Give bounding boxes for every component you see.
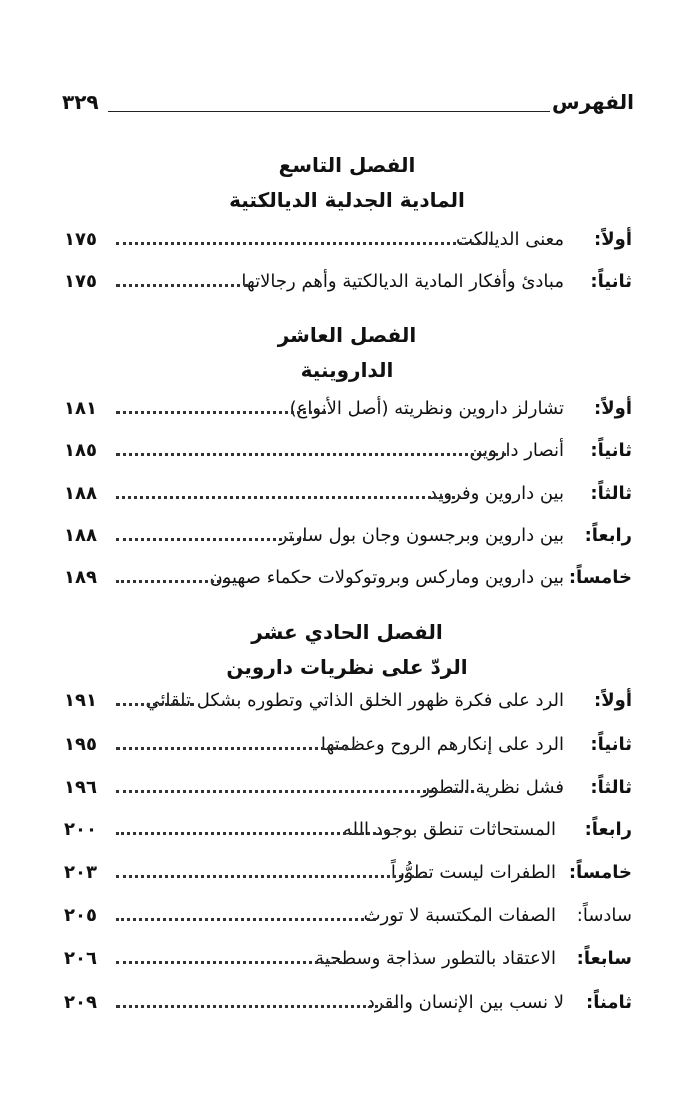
index-entry — [64, 862, 632, 896]
entry-label: ثانياً: — [590, 734, 632, 755]
dot-leader — [116, 747, 356, 750]
index-entry — [64, 948, 632, 982]
index-entry — [64, 567, 632, 601]
page-header — [62, 90, 634, 124]
entry-label: ثانياً: — [590, 271, 632, 292]
header-title: الفهرس — [551, 90, 634, 114]
chapter-subtitle: المادية الجدلية الديالكتية — [229, 188, 465, 212]
dot-leader — [116, 875, 426, 878]
entry-page: ١٩٦ — [64, 777, 97, 798]
entry-page: ١٨٩ — [64, 567, 97, 588]
entry-text: أنصار داروين — [469, 440, 564, 461]
entry-page: ١٨١ — [64, 398, 97, 419]
entry-label: أولاً: — [594, 690, 632, 711]
index-entry — [64, 777, 632, 811]
index-entry — [64, 992, 632, 1026]
entry-text: بين داروين وفرويد — [428, 483, 564, 504]
entry-page: ١٨٥ — [64, 440, 97, 461]
dot-leader — [116, 242, 492, 245]
entry-page: ٢٠٣ — [64, 862, 97, 883]
dot-leader — [116, 284, 248, 287]
entry-label: أولاً: — [594, 398, 632, 419]
dot-leader — [116, 1005, 398, 1008]
dot-leader — [116, 918, 376, 921]
entry-page: ٢٠٩ — [64, 992, 97, 1013]
entry-label: رابعاً: — [584, 525, 632, 546]
header-page-number: ٣٢٩ — [62, 90, 99, 114]
index-entry — [64, 271, 632, 305]
entry-page: ٢٠٥ — [64, 905, 97, 926]
index-entry — [64, 690, 632, 724]
dot-leader — [116, 411, 326, 414]
entry-text: بين داروين وبرجسون وجان بول سارتر — [278, 525, 564, 546]
chapter-subtitle: الداروينية — [300, 358, 394, 382]
entry-label: ثالثاً: — [590, 483, 632, 504]
entry-text: المستحاثات تنطق بوجود الله — [342, 819, 556, 840]
entry-page: ١٨٨ — [64, 483, 97, 504]
entry-text: الرد على فكرة ظهور الخلق الذاتي وتطوره بشكل تلقائي — [145, 690, 564, 711]
entry-page: ١٧٥ — [64, 229, 97, 250]
index-entry — [64, 525, 632, 559]
dot-leader — [116, 961, 348, 964]
entry-text: فشل نظرية التطور — [421, 777, 564, 798]
dot-leader — [116, 832, 388, 835]
dot-leader — [116, 790, 474, 793]
index-entry — [64, 905, 632, 939]
entry-label: سابعاً: — [576, 948, 632, 969]
entry-text: مبادئ وأفكار المادية الديالكتية وأهم رجالاتها — [241, 271, 564, 292]
dot-leader — [116, 496, 461, 499]
entry-label: أولاً: — [594, 229, 632, 250]
entry-page: ١٧٥ — [64, 271, 97, 292]
chapter-title: الفصل الحادي عشر — [251, 620, 443, 644]
entry-label: ثامناً: — [586, 992, 632, 1013]
chapter-title: الفصل التاسع — [278, 153, 416, 177]
header-rule — [108, 111, 550, 112]
entry-text: لا نسب بين الإنسان والقرد — [366, 992, 564, 1013]
entry-label: رابعاً: — [584, 819, 632, 840]
dot-leader — [116, 453, 506, 456]
entry-label: سادساً: — [576, 905, 632, 926]
index-entry — [64, 734, 632, 768]
dot-leader — [116, 703, 194, 706]
entry-label: خامساً: — [568, 862, 632, 883]
entry-page: ١٨٨ — [64, 525, 97, 546]
entry-text: الصفات المكتسبة لا تورث — [363, 905, 556, 926]
entry-text: الاعتقاد بالتطور سذاجة وسطحية — [315, 948, 556, 969]
index-entry — [64, 819, 632, 853]
index-entry — [64, 398, 632, 432]
entry-label: خامساً: — [568, 567, 632, 588]
dot-leader — [116, 538, 306, 541]
entry-text: بين داروين وماركس وبروتوكولات حكماء صهيون — [209, 567, 564, 588]
entry-text: الرد على إنكارهم الروح وعظمتها — [320, 734, 564, 755]
chapter-subtitle: الردّ على نظريات داروين — [226, 655, 468, 679]
index-entry — [64, 440, 632, 474]
entry-page: ٢٠٦ — [64, 948, 97, 969]
entry-page: ١٩٥ — [64, 734, 97, 755]
entry-label: ثانياً: — [590, 440, 632, 461]
dot-leader — [116, 580, 226, 583]
entry-text: تشارلز داروين ونظريته (أصل الأنواع) — [289, 398, 564, 419]
entry-page: ١٩١ — [64, 690, 97, 711]
entry-text: الطفرات ليست تطوُّراً — [390, 862, 556, 883]
chapter-title: الفصل العاشر — [277, 323, 417, 347]
entry-label: ثالثاً: — [590, 777, 632, 798]
index-entry — [64, 483, 632, 517]
entry-text: معنى الديالكت — [455, 229, 564, 250]
index-entry — [64, 229, 632, 263]
entry-page: ٢٠٠ — [64, 819, 97, 840]
